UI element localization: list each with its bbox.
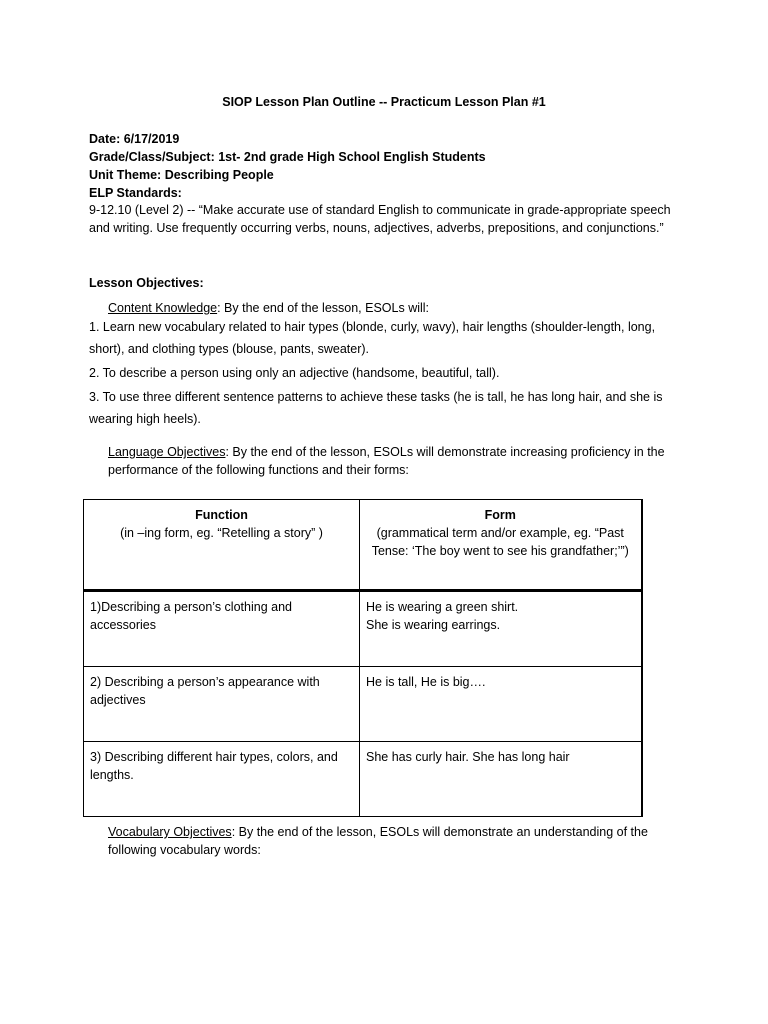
content-knowledge-label: Content Knowledge xyxy=(108,301,218,315)
function-subheader: (in –ing form, eg. “Retelling a story” ) xyxy=(120,526,323,540)
language-objectives-text: : By the end of the lesson, ESOLs will demonstrate increasing proficiency in the performance of the following functions and their forms: xyxy=(108,445,665,477)
form-header: Form xyxy=(484,508,516,522)
form-line: She has curly hair. She has long hair xyxy=(366,750,570,764)
table-header-row xyxy=(84,500,642,591)
form-line: She is wearing earrings. xyxy=(366,618,501,632)
table-row xyxy=(84,742,642,817)
vocabulary-objectives xyxy=(108,823,688,859)
function-cell: 3) Describing different hair types, colors, and lengths. xyxy=(84,742,360,817)
form-cell xyxy=(360,591,642,667)
function-cell: 1)Describing a person’s clothing and accessories xyxy=(84,591,360,667)
function-form-table xyxy=(83,499,643,817)
form-subheader: (grammatical term and/or example, eg. “Past Tense: ‘The boy went to see his grandfather;’”) xyxy=(371,526,629,558)
form-header-cell xyxy=(360,500,642,591)
function-cell: 2) Describing a person’s appearance with adjectives xyxy=(84,667,360,742)
content-knowledge-text: : By the end of the lesson, ESOLs will: xyxy=(217,301,430,315)
form-line: He is tall, He is big…. xyxy=(366,675,486,689)
objective-item-2: 2. To describe a person using only an adjective (handsome, beautiful, tall). xyxy=(89,366,500,380)
form-line: He is wearing a green shirt. xyxy=(366,600,519,614)
grade-line: Grade/Class/Subject: 1st- 2nd grade High School English Students xyxy=(89,150,486,164)
vocabulary-objectives-label: Vocabulary Objectives xyxy=(108,825,232,839)
elp-heading: ELP Standards: xyxy=(89,186,182,200)
elp-standard-text: 9-12.10 (Level 2) -- “Make accurate use of standard English to communicate in grade-appropriate speech and writing. Use frequently occurring verbs, nouns, adjectives, adverbs, prepositions, and conjunctions.” xyxy=(89,203,671,235)
content-knowledge-intro xyxy=(108,299,429,317)
form-cell xyxy=(360,667,642,742)
table-row xyxy=(84,667,642,742)
unit-line: Unit Theme: Describing People xyxy=(89,168,274,182)
language-objectives xyxy=(108,443,688,479)
objective-item-1: 1. Learn new vocabulary related to hair types (blonde, curly, wavy), hair lengths (shoulder-length, long, short), and clothing types (blouse, pants, sweater). xyxy=(89,320,656,356)
objective-item-3: 3. To use three different sentence patterns to achieve these tasks (he is tall, he has long hair, and she is wearing high heels). xyxy=(89,390,663,426)
page-title: SIOP Lesson Plan Outline -- Practicum Lesson Plan #1 xyxy=(222,95,546,109)
function-header-cell xyxy=(84,500,360,591)
lesson-objectives-heading: Lesson Objectives: xyxy=(89,276,204,290)
lesson-header xyxy=(89,130,689,202)
form-cell xyxy=(360,742,642,817)
vocabulary-objectives-text: : By the end of the lesson, ESOLs will demonstrate an understanding of the following vocabulary words: xyxy=(108,825,648,857)
function-header: Function xyxy=(195,508,248,522)
table-row xyxy=(84,591,642,667)
date-line: Date: 6/17/2019 xyxy=(89,132,180,146)
language-objectives-label: Language Objectives xyxy=(108,445,226,459)
